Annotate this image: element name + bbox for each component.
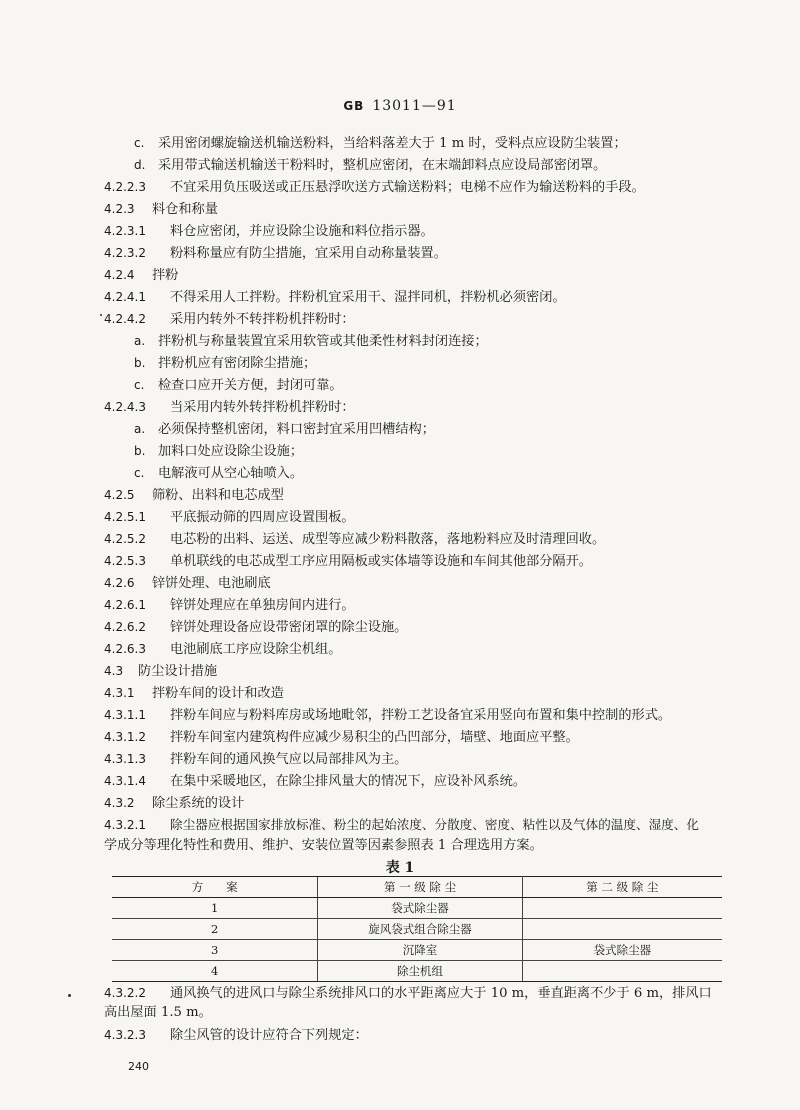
table-cell [522, 898, 722, 919]
clause: 4.2.3.1 料仓应密闭，并应设除尘设施和料位指示器。 [104, 224, 434, 239]
section-heading: 4.3.2 除尘系统的设计 [104, 796, 245, 811]
list-item: c. 电解液可从空心轴喷入。 [134, 466, 304, 481]
table-cell: 袋式除尘器 [318, 898, 522, 919]
clause: 4.2.3.2 粉料称量应有防尘措施，宜采用自动称量装置。 [104, 246, 447, 261]
table-cell: 3 [112, 940, 318, 961]
column-header: 第 二 级 除 尘 [522, 877, 722, 898]
table-row [112, 919, 722, 940]
standard-code: GB [343, 99, 365, 113]
table-cell: 袋式除尘器 [522, 940, 722, 961]
clause: 4.3.1.2 拌粉车间室内建筑构件应减少易积尘的凸凹部分，墙壁、地面应平整。 [104, 730, 579, 745]
scan-speck [100, 314, 102, 316]
clause-continuation: 高出屋面 1.5 m。 [104, 1005, 212, 1020]
clause: 4.2.4.1 不得采用人工拌粉。拌粉机宜采用干、湿拌同机，拌粉机必须密闭。 [104, 290, 566, 305]
column-header: 方 案 [112, 877, 318, 898]
clause: 4.2.5.3 单机联线的电芯成型工序应用隔板或实体墙等设施和车间其他部分隔开。 [104, 554, 592, 569]
clause: 4.3.2.1 除尘器应根据国家排放标准、粉尘的起始浓度、分散度、密度、粘性以及气体的温度、湿度、化 [104, 817, 699, 832]
list-item: a. 必须保持整机密闭，料口密封宜采用凹槽结构； [134, 422, 435, 437]
clause: 4.2.6.2 锌饼处理设备应设带密闭罩的除尘设施。 [104, 620, 408, 635]
clause: 4.2.2.3 不宜采用负压吸送或正压悬浮吹送方式输送粉料；电梯不应作为输送粉料的手段。 [104, 180, 645, 195]
table-cell: 1 [112, 898, 318, 919]
clause: 4.2.4.3 当采用内转外转拌粉机拌粉时： [104, 400, 355, 415]
page-header [0, 98, 800, 114]
table-row [112, 898, 722, 919]
list-item: b. 拌粉机应有密闭除尘措施； [134, 356, 317, 371]
scan-speck [68, 994, 71, 997]
section-heading: 4.2.4 拌粉 [104, 268, 179, 283]
table-caption: 表 1 [385, 860, 415, 876]
table-header-row [112, 877, 722, 898]
table-cell: 旋风袋式组合除尘器 [318, 919, 522, 940]
clause: 4.2.4.2 采用内转外不转拌粉机拌粉时： [104, 312, 355, 327]
column-header: 第 一 级 除 尘 [318, 877, 522, 898]
clause: 4.3.2.2 通风换气的进风口与除尘系统排风口的水平距离应大于 10 m，垂直距离不少于 6 m，排风口 [104, 986, 712, 1001]
clause: 4.3.1.4 在集中采暖地区，在除尘排风量大的情况下，应设补风系统。 [104, 774, 527, 789]
section-heading: 4.2.6 锌饼处理、电池刷底 [104, 576, 271, 591]
dust-removal-table [112, 876, 722, 982]
clause: 4.3.2.3 除尘风管的设计应符合下列规定： [104, 1028, 368, 1043]
clause: 4.2.5.2 电芯粉的出料、运送、成型等应减少粉料散落，落地粉料应及时清理回收。 [104, 532, 606, 547]
list-item: c. 检查口应开关方便，封闭可靠。 [134, 378, 343, 393]
list-item: b. 加料口处应设除尘设施； [134, 444, 304, 459]
section-heading: 4.2.5 筛粉、出料和电芯成型 [104, 488, 284, 503]
table-cell: 4 [112, 961, 318, 982]
clause: 4.2.6.3 电池刷底工序应设除尘机组。 [104, 642, 342, 657]
section-heading: 4.3.1 拌粉车间的设计和改造 [104, 686, 284, 701]
standard-number: 13011—91 [372, 98, 457, 114]
list-item: c. 采用密闭螺旋输送机输送粉料，当给料落差大于 1 m 时，受料点应设防尘装置； [134, 136, 627, 151]
list-item: d. 采用带式输送机输送干粉料时，整机应密闭，在末端卸料点应设局部密闭罩。 [134, 158, 607, 173]
list-item: a. 拌粉机与称量装置宜采用软管或其他柔性材料封闭连接； [134, 334, 488, 349]
table-cell [522, 919, 722, 940]
clause-continuation: 学成分等理化特性和费用、维护、安装位置等因素参照表 1 合理选用方案。 [104, 838, 543, 853]
table-row [112, 961, 722, 982]
table-cell [522, 961, 722, 982]
table-cell: 除尘机组 [318, 961, 522, 982]
page-number: 240 [128, 1060, 149, 1073]
clause: 4.2.6.1 锌饼处理应在单独房间内进行。 [104, 598, 355, 613]
section-heading: 4.3 防尘设计措施 [104, 664, 218, 679]
clause: 4.3.1.3 拌粉车间的通风换气应以局部排风为主。 [104, 752, 408, 767]
section-heading: 4.2.3 料仓和称量 [104, 202, 218, 217]
table-cell: 沉降室 [318, 940, 522, 961]
clause: 4.2.5.1 平底振动筛的四周应设置围板。 [104, 510, 355, 525]
table-cell: 2 [112, 919, 318, 940]
table-row [112, 940, 722, 961]
clause: 4.3.1.1 拌粉车间应与粉料库房或场地毗邻，拌粉工艺设备宜采用竖向布置和集中控制的形式。 [104, 708, 672, 723]
